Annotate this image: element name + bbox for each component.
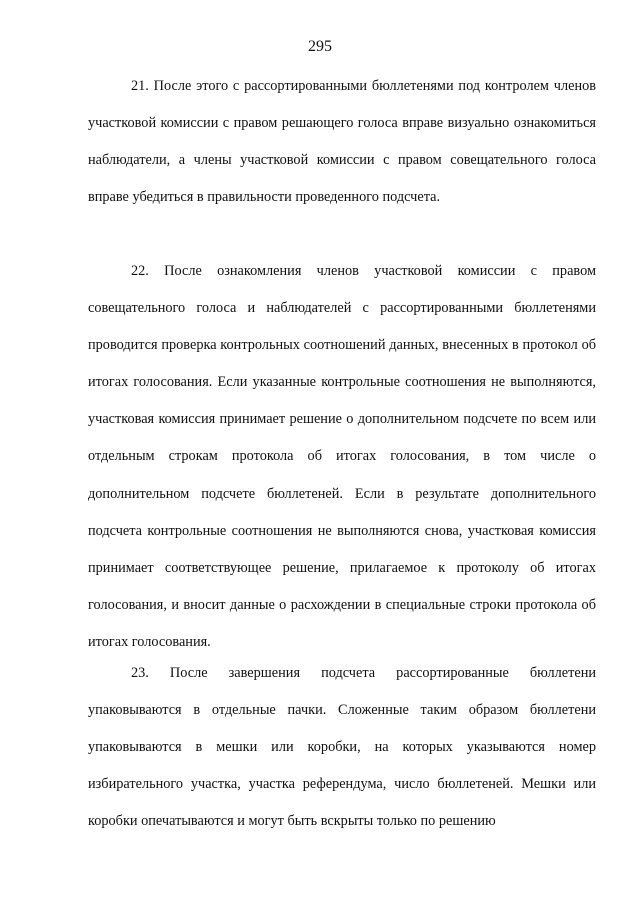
paragraph-21: 21. После этого с рассортированными бюллетенями под контролем членов участковой комиссии с правом решающего голоса вправе визуально ознакомиться наблюдатели, а члены участковой комиссии с правом совещательного голоса вправе убедиться в правильности проведенного подсчета. xyxy=(88,78,596,206)
page-number: 295 xyxy=(308,38,332,55)
paragraph-23: 23. После завершения подсчета рассортированные бюллетени упаковываются в отдельные пачки. Сложенные таким образом бюллетени упаковываются в мешки или коробки, на которых указываются номер избирательного участка, участка референдума, число бюллетеней. Мешки или коробки опечатываются и могут быть вскрыты только по решению xyxy=(88,665,596,830)
paragraph-22: 22. После ознакомления членов участковой комиссии с правом совещательного голоса и наблюдателей с рассортированными бюллетенями проводится проверка контрольных соотношений данных, внесенных в протокол об итогах голосования. Если указанные контрольные соотношения не выполняются, участковая комиссия принимает решение о дополнительном подсчете по всем или отдельным строкам протокола об итогах голосования, в том числе о дополнительном подсчете бюллетеней. Если в результате дополнительного подсчета контрольные соотношения не выполняются снова, участковая комиссия принимает соответствующее решение, прилагаемое к протоколу об итогах голосования, и вносит данные о расхождении в специальные строки протокола об итогах голосования. xyxy=(88,263,596,650)
